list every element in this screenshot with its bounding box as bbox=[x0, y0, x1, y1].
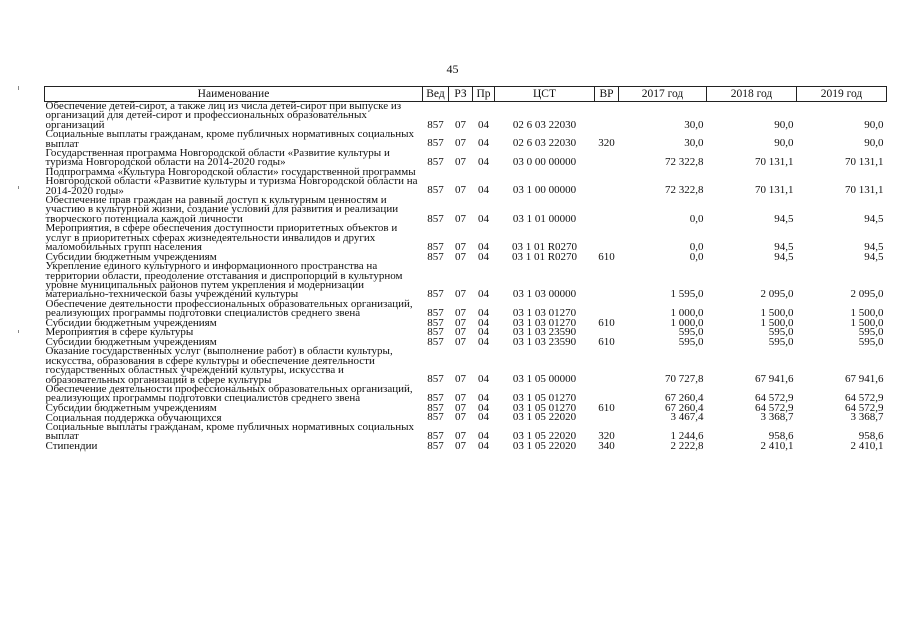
col-header-2017: 2017 год bbox=[619, 87, 707, 102]
cell-2018: 3 368,7 bbox=[760, 411, 794, 424]
cell-cst: 03 1 05 22020 bbox=[512, 411, 577, 424]
cell-cst: 03 1 01 R0270 bbox=[511, 250, 578, 263]
cell-2019: 94,5 bbox=[864, 212, 884, 225]
cell-name: Обеспечение прав граждан на равный доступ к культурным ценностям и участию в культурной жизни, создание условий для развития и реализации творческого потенциала каждой личности bbox=[45, 194, 399, 225]
cell-cst: 03 1 01 00000 bbox=[512, 212, 577, 225]
cell-ved: 857 bbox=[427, 392, 444, 405]
cell-pr: 04 bbox=[478, 184, 489, 197]
cell-pr: 04 bbox=[478, 326, 489, 339]
table-body bbox=[45, 102, 887, 452]
cell-ved: 857 bbox=[427, 401, 444, 414]
cell-name: Государственная программа Новгородской области «Развитие культуры и туризма Новгородской области на 2014-2020 годы» bbox=[45, 147, 390, 169]
cell-2019: 958,6 bbox=[858, 430, 884, 443]
cell-pr: 04 bbox=[478, 137, 489, 150]
cell-pr: 04 bbox=[478, 212, 489, 225]
page-number: 45 bbox=[446, 62, 459, 76]
cell-2017: 67 260,4 bbox=[665, 401, 704, 414]
cell-2017: 70 727,8 bbox=[665, 373, 704, 386]
cell-cst: 02 6 03 22030 bbox=[512, 137, 577, 150]
col-header-name: Наименование bbox=[45, 87, 423, 102]
cell-pr: 04 bbox=[478, 118, 489, 131]
cell-name: Социальные выплаты гражданам, кроме публичных нормативных социальных выплат bbox=[45, 128, 414, 150]
cell-rz: 07 bbox=[455, 137, 466, 150]
cell-2018: 958,6 bbox=[768, 430, 794, 443]
cell-vr: 340 bbox=[598, 439, 615, 452]
cell-pr: 04 bbox=[478, 288, 489, 301]
cell-cst: 03 1 01 R0270 bbox=[511, 240, 578, 253]
cell-2017: 595,0 bbox=[678, 326, 704, 339]
margin-mark bbox=[18, 86, 19, 90]
cell-rz: 07 bbox=[455, 430, 466, 443]
cell-pr: 04 bbox=[478, 401, 489, 414]
cell-ved: 857 bbox=[427, 439, 444, 452]
cell-2017: 595,0 bbox=[678, 335, 704, 348]
cell-vr bbox=[595, 102, 619, 131]
cell-pr: 04 bbox=[478, 156, 489, 169]
cell-vr bbox=[595, 413, 619, 423]
cell-rz: 07 bbox=[455, 411, 466, 424]
cell-name: Мероприятия в сфере культуры bbox=[45, 326, 194, 339]
table-row bbox=[45, 423, 887, 442]
cell-ved: 857 bbox=[427, 316, 444, 329]
cell-2017: 30,0 bbox=[684, 137, 704, 150]
cell-2017: 67 260,4 bbox=[665, 392, 704, 405]
cell-2019: 70 131,1 bbox=[845, 156, 884, 169]
cell-ved: 857 bbox=[427, 118, 444, 131]
cell-2018: 94,5 bbox=[774, 240, 794, 253]
col-header-ved: Вед bbox=[423, 87, 449, 102]
cell-name: Оказание государственных услуг (выполнение работ) в области культуры, искусства, образования в сфере культуры и обеспечение деятельности государственных областных учреждений культуры, искусства и образовательных организаций в сфере культуры bbox=[45, 345, 393, 386]
cell-2018: 67 941,6 bbox=[755, 373, 794, 386]
cell-2018: 70 131,1 bbox=[755, 156, 794, 169]
cell-2018: 94,5 bbox=[774, 250, 794, 263]
cell-name: Обеспечение деятельности профессиональных образовательных организаций, реализующих программы подготовки специалистов среднего звена bbox=[45, 382, 413, 405]
cell-2018: 1 500,0 bbox=[760, 316, 794, 329]
cell-2018: 64 572,9 bbox=[755, 392, 794, 405]
table-row bbox=[45, 347, 887, 385]
cell-cst: 03 1 05 22020 bbox=[512, 430, 577, 443]
margin-mark bbox=[18, 330, 19, 333]
cell-2017: 1 244,6 bbox=[670, 430, 704, 443]
cell-ved: 857 bbox=[427, 411, 444, 424]
col-header-cst: ЦСТ bbox=[495, 87, 595, 102]
cell-2018: 1 500,0 bbox=[760, 306, 794, 319]
cell-cst: 03 1 03 01270 bbox=[512, 316, 577, 329]
cell-name: Субсидии бюджетным учреждениям bbox=[45, 401, 217, 414]
cell-2017: 0,0 bbox=[689, 212, 704, 225]
cell-2017: 72 322,8 bbox=[665, 184, 704, 197]
cell-2017: 3 467,4 bbox=[670, 411, 704, 424]
cell-vr: 610 bbox=[598, 316, 615, 329]
cell-vr: 610 bbox=[598, 250, 615, 263]
cell-cst: 03 1 05 22020 bbox=[512, 439, 577, 452]
cell-pr: 04 bbox=[478, 306, 489, 319]
cell-rz: 07 bbox=[455, 335, 466, 348]
cell-ved: 857 bbox=[427, 306, 444, 319]
cell-cst: 03 1 00 00000 bbox=[512, 184, 577, 197]
cell-name: Обеспечение деятельности профессиональных образовательных организаций, реализующих программы подготовки специалистов среднего звена bbox=[45, 297, 413, 320]
cell-2017: 1 000,0 bbox=[670, 316, 704, 329]
cell-ved: 857 bbox=[427, 373, 444, 386]
table-row bbox=[45, 102, 887, 131]
cell-rz: 07 bbox=[455, 184, 466, 197]
cell-pr: 04 bbox=[478, 335, 489, 348]
cell-vr bbox=[595, 149, 619, 168]
cell-cst: 03 1 03 23590 bbox=[512, 326, 577, 339]
cell-vr: 610 bbox=[598, 335, 615, 348]
table-row bbox=[45, 224, 887, 252]
cell-vr: 320 bbox=[598, 137, 615, 150]
cell-2019: 64 572,9 bbox=[845, 392, 884, 405]
cell-rz: 07 bbox=[455, 288, 466, 301]
table-row bbox=[45, 262, 887, 300]
budget-table bbox=[44, 86, 887, 451]
cell-ved: 857 bbox=[427, 184, 444, 197]
cell-name: Подпрограмма «Культура Новгородской области» государственной программы Новгородской области «Развитие культуры и туризма Новгородской области на 2014-2020 годы» bbox=[45, 165, 418, 197]
cell-rz: 07 bbox=[455, 212, 466, 225]
cell-2018: 595,0 bbox=[768, 326, 794, 339]
cell-2019: 1 500,0 bbox=[850, 306, 884, 319]
cell-vr bbox=[595, 385, 619, 404]
cell-ved: 857 bbox=[427, 212, 444, 225]
col-header-rz: РЗ bbox=[449, 87, 473, 102]
cell-cst: 03 1 05 00000 bbox=[512, 373, 577, 386]
cell-pr: 04 bbox=[478, 316, 489, 329]
cell-ved: 857 bbox=[427, 430, 444, 443]
cell-pr: 04 bbox=[478, 392, 489, 405]
cell-2019: 2 410,1 bbox=[850, 439, 884, 452]
cell-rz: 07 bbox=[455, 118, 466, 131]
cell-name: Социальные выплаты гражданам, кроме публичных нормативных социальных выплат bbox=[45, 420, 414, 443]
cell-2019: 67 941,6 bbox=[845, 373, 884, 386]
cell-2018: 70 131,1 bbox=[755, 184, 794, 197]
cell-rz: 07 bbox=[455, 306, 466, 319]
cell-rz: 07 bbox=[455, 373, 466, 386]
cell-cst: 03 1 03 01270 bbox=[512, 306, 577, 319]
col-header-pr: Пр bbox=[473, 87, 495, 102]
cell-pr: 04 bbox=[478, 240, 489, 253]
cell-vr bbox=[595, 347, 619, 385]
cell-name: Укрепление единого культурного и информационного пространства на территории области, преодоление отставания и диспропорций в культурном уровне муниципальных районов путем укрепления и модернизации материально-технической базы учреждений культуры bbox=[45, 260, 403, 301]
cell-2019: 64 572,9 bbox=[845, 401, 884, 414]
table-row bbox=[45, 385, 887, 404]
cell-2019: 94,5 bbox=[864, 250, 884, 263]
cell-cst: 03 1 05 01270 bbox=[512, 392, 577, 405]
col-header-vr: ВР bbox=[595, 87, 619, 102]
cell-2017: 72 322,8 bbox=[665, 156, 704, 169]
cell-2018: 90,0 bbox=[774, 137, 794, 150]
cell-cst: 03 1 03 00000 bbox=[512, 288, 577, 301]
cell-2019: 94,5 bbox=[864, 240, 884, 253]
cell-rz: 07 bbox=[455, 439, 466, 452]
cell-2017: 1 595,0 bbox=[670, 288, 704, 301]
cell-2018: 94,5 bbox=[774, 212, 794, 225]
cell-ved: 857 bbox=[427, 137, 444, 150]
cell-cst: 03 1 03 23590 bbox=[512, 335, 577, 348]
cell-name: Социальная поддержка обучающихся bbox=[45, 411, 222, 424]
cell-vr bbox=[595, 262, 619, 300]
col-header-2018: 2018 год bbox=[707, 87, 797, 102]
margin-mark bbox=[18, 186, 19, 189]
cell-ved: 857 bbox=[427, 240, 444, 253]
cell-name: Субсидии бюджетным учреждениям bbox=[45, 316, 217, 329]
cell-vr bbox=[595, 300, 619, 319]
cell-rz: 07 bbox=[455, 250, 466, 263]
cell-name: Обеспечение детей-сирот, а также лиц из числа детей-сирот при выпуске из организаций для детей-сирот и профессиональных образовательных организаций bbox=[45, 100, 402, 131]
cell-2019: 595,0 bbox=[858, 335, 884, 348]
cell-vr: 610 bbox=[598, 401, 615, 414]
cell-2019: 90,0 bbox=[864, 118, 884, 131]
cell-pr: 04 bbox=[478, 430, 489, 443]
cell-rz: 07 bbox=[455, 326, 466, 339]
cell-2018: 64 572,9 bbox=[755, 401, 794, 414]
cell-2019: 1 500,0 bbox=[850, 316, 884, 329]
cell-rz: 07 bbox=[455, 156, 466, 169]
cell-pr: 04 bbox=[478, 250, 489, 263]
cell-2017: 0,0 bbox=[689, 240, 704, 253]
cell-rz: 07 bbox=[455, 240, 466, 253]
cell-pr: 04 bbox=[478, 373, 489, 386]
cell-rz: 07 bbox=[455, 316, 466, 329]
cell-cst: 03 0 00 00000 bbox=[512, 156, 577, 169]
cell-2019: 2 095,0 bbox=[850, 288, 884, 301]
table-row bbox=[45, 196, 887, 224]
cell-2019: 70 131,1 bbox=[845, 184, 884, 197]
cell-pr: 04 bbox=[478, 411, 489, 424]
cell-ved: 857 bbox=[427, 250, 444, 263]
cell-vr bbox=[595, 224, 619, 252]
cell-2017: 30,0 bbox=[684, 118, 704, 131]
cell-2019: 3 368,7 bbox=[850, 411, 884, 424]
cell-name: Мероприятия, в сфере обеспечения доступности приоритетных объектов и услуг в приоритетных сферах жизнедеятельности инвалидов и других маломобильных групп населения bbox=[45, 222, 398, 254]
cell-2017: 2 222,8 bbox=[670, 439, 704, 452]
table-row bbox=[45, 442, 887, 452]
cell-2017: 0,0 bbox=[689, 250, 704, 263]
cell-cst: 02 6 03 22030 bbox=[512, 118, 577, 131]
table-row bbox=[45, 168, 887, 196]
cell-2018: 2 410,1 bbox=[760, 439, 794, 452]
cell-ved: 857 bbox=[427, 288, 444, 301]
cell-vr bbox=[595, 168, 619, 196]
cell-cst: 03 1 05 01270 bbox=[512, 401, 577, 414]
cell-2019: 90,0 bbox=[864, 137, 884, 150]
cell-2017: 1 000,0 bbox=[670, 306, 704, 319]
cell-rz: 07 bbox=[455, 392, 466, 405]
cell-vr bbox=[595, 196, 619, 224]
cell-name: Субсидии бюджетным учреждениям bbox=[45, 335, 217, 348]
cell-name: Стипендии bbox=[45, 439, 98, 452]
col-header-2019: 2019 год bbox=[797, 87, 887, 102]
cell-pr: 04 bbox=[478, 439, 489, 452]
cell-2018: 90,0 bbox=[774, 118, 794, 131]
cell-ved: 857 bbox=[427, 326, 444, 339]
cell-vr: 320 bbox=[598, 430, 615, 443]
cell-rz: 07 bbox=[455, 401, 466, 414]
cell-2019: 595,0 bbox=[858, 326, 884, 339]
table-row bbox=[45, 300, 887, 319]
cell-2018: 595,0 bbox=[768, 335, 794, 348]
cell-name: Субсидии бюджетным учреждениям bbox=[45, 250, 217, 263]
cell-2018: 2 095,0 bbox=[760, 288, 794, 301]
cell-ved: 857 bbox=[427, 335, 444, 348]
cell-ved: 857 bbox=[427, 156, 444, 169]
